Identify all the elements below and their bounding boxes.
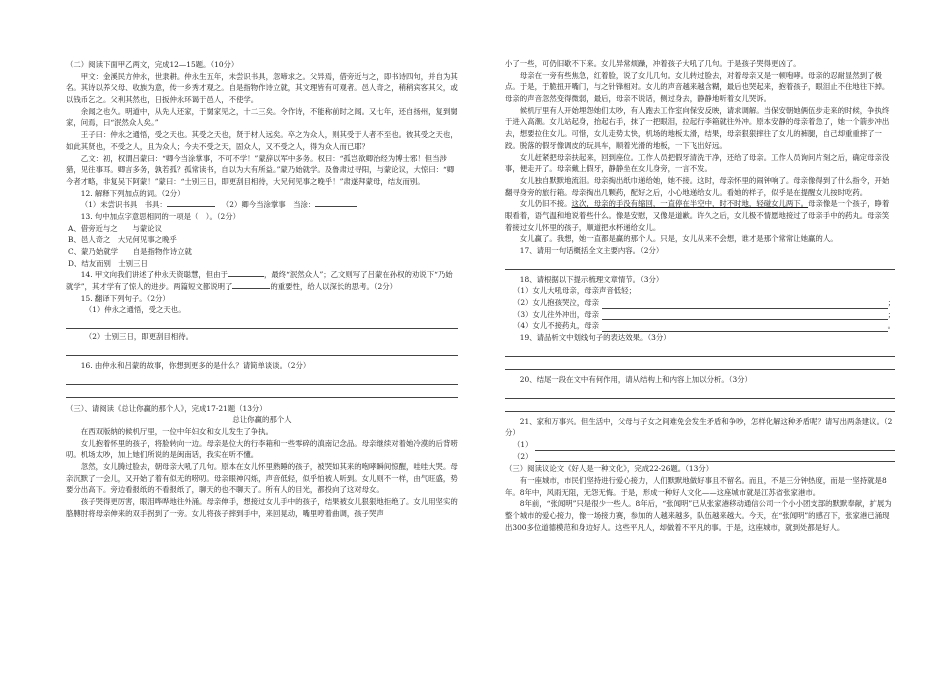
option-d: D、结友而别 士别三日 — [68, 258, 148, 268]
question-20: 20、结尾一段在文中有何作用，请从结构上和内容上加以分析。（3分） — [519, 374, 752, 384]
answer-blank[interactable] — [315, 199, 357, 207]
item-number: （2） — [513, 451, 533, 461]
item-number: （1） — [513, 439, 533, 449]
question-21-answer-1 — [505, 439, 895, 451]
left-column — [66, 58, 458, 519]
answer-blank[interactable] — [228, 269, 264, 277]
answer-line[interactable] — [505, 357, 895, 370]
jia-paragraph-3: 王子曰：仲永之通悟，受之天也。其受之天也，贤于材人远矣。卒之为众人，则其受于人者不至也。彼其受之天也，如此其贤也，不受之人，且为众人；今夫不受之天，固众人，又不受之人，得为众人而已耶？ — [66, 130, 458, 151]
answer-line[interactable] — [66, 343, 458, 356]
reading-paragraph-2: 女儿抱着怀里的孩子，将脸转向一边。母亲是位大的行李箱和一些零碎的滇南记念品。母亲继续对着她冷漠的后背唠叨。机场太吵，加上她们所说的是闽南话，我实在听不懂。 — [66, 438, 458, 460]
option-b: B、邑人奇之 大兄何见事之晚乎 — [68, 235, 177, 245]
question-18: 18、请根据以下提示梳理文章情节。（3分） — [519, 274, 664, 284]
option-a: A、借旁近与之 与蒙论议 — [68, 223, 163, 233]
answer-line[interactable] — [66, 316, 458, 329]
question-15-item-2: （2）士别三日，即更刮目相待。 — [84, 332, 193, 342]
item-text: （4）女儿不接药丸，母亲 — [513, 321, 600, 331]
section-4-title: （三）阅读议论文《好人是一种文化》，完成22-26题。（13分） — [505, 464, 714, 474]
section-3-title: （三）、请阅读《总让你赢的那个人》，完成17-21题（13分） — [66, 403, 267, 413]
question-14 — [66, 269, 458, 292]
question-14-part-1: 14. 甲文向我们讲述了仲永天资聪慧，但由于 — [80, 270, 228, 280]
reading-paragraph-5: 小了一些，可仍旧歇不下来。女儿异常烦躁，冲着孩子大吼了几句。于是孩子哭得更凶了。 — [505, 59, 801, 68]
essay-paragraph-2: 8年前，“张闻明”只是很少一些人。8年后，“张闻明”已从张家港移动通信公司一个小小团支部的默默奉献，扩展为整个城市的爱心接力，像一场接力赛，参加的人越来越多，队伍越来越大。今天，在“张闻明”的感召下，张家港已涌现出300多位道德模范和身边好人。这些平凡人，却做着不平凡的事。于是，这座城市，就到处都是好人。 — [505, 499, 892, 532]
section-2-title: （二）阅读下面甲乙两文，完成12—15题。（10分） — [66, 60, 239, 69]
question-21: 21、家和万事兴。但生活中，父母与子女之间难免会发生矛盾和争吵，怎样化解这种矛盾呢？请写出两条建议。（2分） — [505, 416, 893, 438]
answer-line[interactable] — [505, 344, 895, 357]
question-14-part-3: 的重要性，给人以深长的思考。（2分） — [270, 282, 398, 292]
question-19: 19、请品析文中划线句子的表达效果。（3分） — [519, 333, 671, 343]
question-16: 16. 由仲永和吕蒙的故事，你想到更多的是什么？请简单谈谈。（2分） — [80, 360, 311, 370]
question-12-item-1: （1）未尝识书具 书具： — [80, 200, 167, 210]
paragraph-10-start: 女儿仍旧不接。 — [519, 199, 572, 209]
question-15-item-1: （1）仲永之通悟，受之天也。 — [84, 305, 186, 315]
answer-blank[interactable] — [232, 281, 270, 289]
question-13: 13. 句中加点字意思相同的一项是（ ）。（2分） — [80, 211, 241, 221]
item-text: （1）女儿大吼母亲，母亲声音低轻； — [513, 286, 636, 296]
answer-line[interactable] — [66, 372, 458, 385]
reading-paragraph-10 — [505, 198, 895, 233]
reading-paragraph-6: 母亲在一旁有些焦急，红着脸，说了女儿几句。女儿转过脸去，对着母亲又是一顿咆哮。母亲的忍耐显然到了极点。于是，于脆扭开嘴门，与之针锋相对。女儿的声音越来越含糊，最后也哭起来，抱着孩子，眼泪止不住地往下掉。母亲的声音忽然变得微弱，最后，母亲不说话，侧过身去，静静地听着女儿哭诉。 — [505, 70, 890, 104]
answer-line[interactable] — [505, 257, 895, 270]
answer-line[interactable] — [66, 385, 458, 398]
reading-paragraph-11: 女儿赢了。我想，她一直都是赢的那个人。只是，女儿从来不会想，谁才是那个常常让她赢的人。 — [519, 234, 838, 244]
answer-blank[interactable] — [602, 301, 888, 309]
reading-paragraph-4: 孩子哭得更厉害，眼泪哗哗地往外涌。母亲伸手，想接过女儿手中的孩子，结果被女儿狠狠地拒绝了。女儿用坚实的胳膊肘将母亲伸来的双手拐到了一旁。女儿将孩子摔到手中，来回晃动，嘴里哼着曲调，孩子哭声 — [66, 497, 458, 518]
question-15: 15. 翻译下列句子。（2分） — [80, 293, 170, 303]
answer-blank[interactable] — [535, 443, 895, 451]
jia-paragraph-1: 甲文：金溪民方仲永，世隶耕。仲永生五年，未尝识书具，忽啼求之。父异焉，借旁近与之，即书诗四句，并自为其名。其诗以养父母、收族为意，传一乡秀才观之。自是指物作诗立就，其文理皆有可观者。邑人奇之，稍稍宾客其父，或以钱币乞之。父利其然也，日扳仲永环谒于邑人，不使学。 — [66, 71, 458, 105]
jia-paragraph-2: 余闻之也久。明道中，从先人还家，于舅家见之，十二三矣。令作诗，不能称前时之闻。又七年，还自扬州，复到舅家，问焉，曰“泯然众人矣。” — [66, 106, 458, 128]
answer-blank[interactable] — [602, 312, 888, 320]
question-18-item-2: （2）女儿抱孩哭泣，母亲 ； — [513, 298, 895, 308]
question-18-item-1 — [505, 285, 895, 297]
question-12-item-2: （2）卿今当涂掌事 当涂： — [221, 200, 316, 210]
right-column — [505, 58, 895, 533]
question-12: 12. 解释下列加点的词。（2分） — [80, 188, 185, 198]
answer-blank[interactable] — [167, 199, 215, 207]
yi-paragraph-1: 乙文：初，权谓吕蒙曰：“卿今当涂掌事，不可不学！”蒙辞以军中多务。权曰：“孤岂欲卿治经为博士邪！但当涉猎，见往事耳。卿言多务，孰若孤？孤常读书，自以为大有所益。”蒙乃始就学。及鲁肃过寻阳，与蒙论议，大惊曰：“卿今者才略，非复吴下阿蒙！”蒙曰：“士别三日，即更刮目相待，大兄何见事之晚乎！”肃遂拜蒙母，结友而别。 — [66, 153, 455, 186]
item-text: （3）女儿往外冲出，母亲 — [513, 309, 600, 319]
question-21-answer-2 — [505, 451, 895, 463]
answer-blank[interactable] — [602, 324, 888, 332]
answer-line[interactable] — [505, 399, 895, 412]
article-heading: 总让你赢的那个人 — [232, 415, 292, 425]
reading-paragraph-9: 女儿独自默默地流泪。母亲掏出纸巾递给她，她不接。这时，母亲怀里的闹钟响了。母亲像得到了什么指令，开始翻寻身旁的旅行箱。母亲掏出几颗药，配好之后，小心地递给女儿。看她的样子，似乎是在提醒女儿按时吃药。 — [505, 175, 890, 197]
option-c: C、蒙乃始就学 自是指物作诗立就 — [68, 247, 192, 256]
question-18-item-4: （4）女儿不接药丸，母亲 。 — [513, 321, 895, 331]
question-12-items — [66, 199, 458, 211]
paragraph-10-end: 母亲像是一个孩子，睁着眼看着，语气温和地说着些什么。像是安慰，又像是道歉。许久之后，女儿极不情愿地接过了母亲手中的药丸。母亲笑着接过女儿怀里的孩子，顺道把水杯递给女儿。 — [505, 199, 890, 232]
question-14-part-2: ，最终“泯然众人”；乙文则写了吕蒙在孙权的劝说下“乃始就学”，其才学有了惊人的进步。两篇短文都说明了 — [66, 270, 453, 292]
reading-paragraph-8: 女儿赶紧把母亲扶起来，回到座位。工作人员把假牙清洗干净，还给了母亲。工作人员询问片刻之后，确定母亲没事，便走开了。母亲戴上假牙，静静坐在女儿身旁，一言不发。 — [505, 152, 890, 174]
answer-line[interactable] — [505, 386, 895, 399]
underlined-sentence: 这次，母亲的手没有缩回，一直停在半空中，时不时地，轻碰女儿两下。 — [571, 199, 809, 209]
question-17: 17、请用一句话概括全文主要内容。（2分） — [519, 246, 664, 255]
essay-paragraph-1: 有一座城市，市民们坚持进行爱心接力，人们默默地做好事且不留名。而且，不是三分钟热度，而是一坚持就是8年。8年中，风雨无阻，无怨无悔。于是，形成一种好人文化——这座城市就是江苏省张家港市。 — [505, 475, 887, 497]
question-13-options — [66, 223, 458, 270]
question-18-item-3: （3）女儿往外冲出，母亲 ； — [513, 309, 895, 319]
reading-paragraph-7: 候机厅里有人开始埋怨她们太吵，有人跑去工作室向保安反映，请求调解。当保安朝她俩伍步走来的时候，争执终于进入高潮。女儿站起身，抬起右手，抹了一把眼泪，拉起行李箱就往外冲。原本安静的母亲着急了，她一个箭步冲出去，想要拉住女儿。可惜，女儿走势太快，机场的地板太滑，结果，母亲狠狠摔往了女儿的裤腿，自己却重重摔了一跤。脱落的假牙像调皮的玩具车，顺着光滑的地板，一下飞出好远。 — [505, 105, 890, 150]
reading-paragraph-1: 在西双版纳的候机厅里，一位中年妇女和女儿发生了争执。 — [80, 426, 273, 436]
answer-blank[interactable] — [535, 454, 895, 462]
reading-paragraph-3: 忽然，女儿腾过脸去，朝母亲大吼了几句。原本在女儿怀里熟睡的孩子，被哭如其来的咆哮瞬间惊醒，哇哇大哭。母亲沉默了一会儿，又开始了着有似无的唠叨。母亲眼神闪烁，声音低轻，似乎怕被人听到。女儿则不一样，由气旺盛，势要分出高下。旁边看报纸的不看报纸了，聊天的也不聊天了。所有人的目光，都投向了这对母女。 — [66, 461, 458, 495]
item-text: （2）女儿抱孩哭泣，母亲 — [513, 298, 600, 308]
